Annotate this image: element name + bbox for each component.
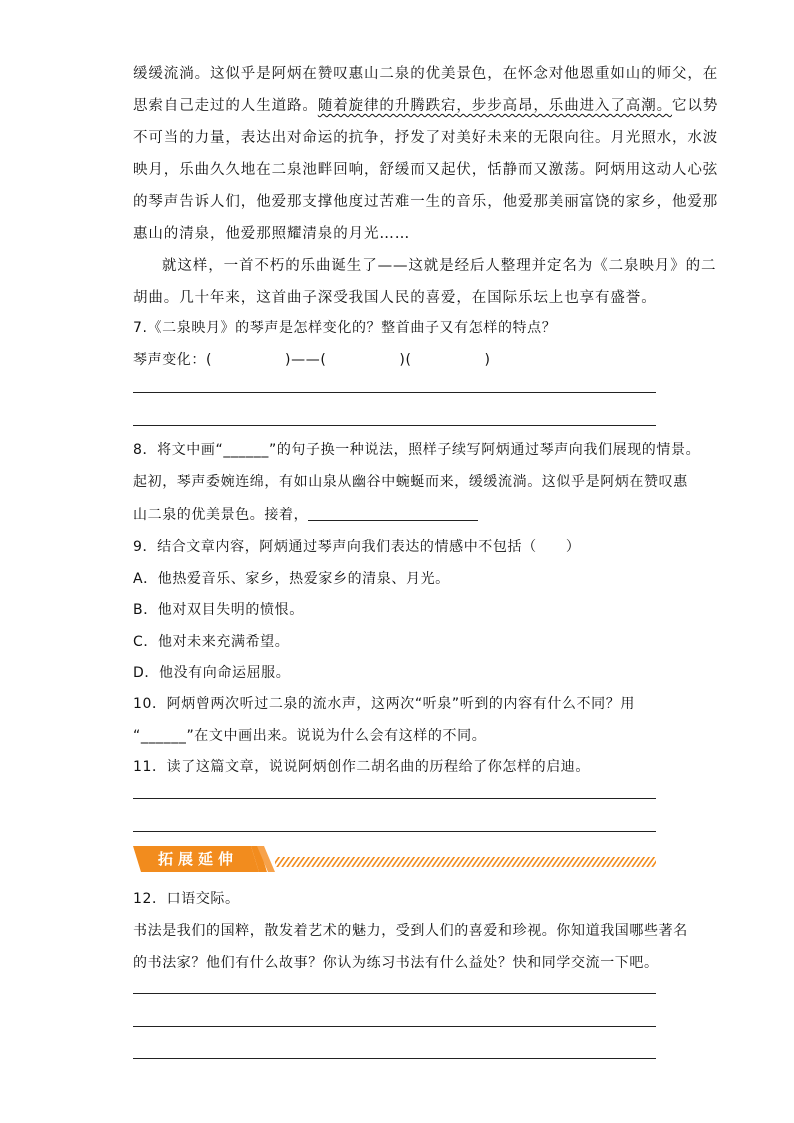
- q11-question: 11．读了这篇文章，说说阿炳创作二胡名曲的历程给了你怎样的启迪。: [133, 759, 591, 775]
- q7-answer-line-2[interactable]: [133, 425, 656, 426]
- passage-para2-line-1: 就这样，一首不朽的乐曲诞生了——这就是经后人整理并定名为《二泉映月》的二: [162, 258, 717, 274]
- passage-line-6: 惠山的清泉，他爱那照耀清泉的月光……: [133, 226, 411, 242]
- q9-option-c[interactable]: C．他对未来充满希望。: [133, 634, 290, 650]
- q12-title: 12．口语交际。: [133, 891, 240, 907]
- q11-answer-line-1[interactable]: [133, 798, 656, 799]
- q7-prompt: 琴声变化：( )——( )( ): [133, 352, 491, 368]
- q8-example: 起初，琴声委婉连绵，有如山泉从幽谷中蜿蜒而来，缓缓流淌。这似乎是阿炳在赞叹惠: [133, 474, 688, 490]
- passage-line-5: 的琴声告诉人们，他爱那支撑他度过苦难一生的音乐，他爱那美丽富饶的家乡，他爱那: [133, 194, 719, 210]
- passage-sentence-tail: 它以势: [672, 98, 719, 114]
- passage-sentence-climax: 随着旋律的升腾跌宕，步步高昂，乐曲进入了高潮。: [317, 98, 673, 114]
- q7-question: 7.《二泉映月》的琴声是怎样变化的？整首曲子又有怎样的特点？: [133, 320, 557, 336]
- q10-question-line-2: “______”在文中画出来。说说为什么会有这样的不同。: [133, 728, 487, 744]
- q10-question-line-1: 10．阿炳曾两次听过二泉的流水声，这两次“听泉”听到的内容有什么不同？用: [133, 696, 635, 712]
- q12-text-line-2: 的书法家？他们有什么故事？你认为练习书法有什么益处？快和同学交流一下吧。: [133, 955, 659, 971]
- q9-option-d[interactable]: D．他没有向命运屈服。: [133, 665, 291, 681]
- q12-answer-line-2[interactable]: [133, 1026, 656, 1027]
- q7-answer-line-1[interactable]: [133, 392, 656, 393]
- passage-line-2: [133, 96, 718, 116]
- q12-answer-line-3[interactable]: [133, 1058, 656, 1059]
- passage-line-3: 不可当的力量，表达出对命运的抗争，抒发了对美好未来的无限向往。月光照水，水波: [133, 130, 719, 146]
- q9-option-a[interactable]: A．他热爱音乐、家乡，热爱家乡的清泉、月光。: [133, 571, 450, 587]
- passage-line-1: 缓缓流淌。这似乎是阿炳在赞叹惠山二泉的优美景色，在怀念对他恩重如山的师父，在: [133, 66, 719, 82]
- section-banner-label: 拓展延伸: [157, 850, 238, 868]
- q12-answer-line-1[interactable]: [133, 993, 656, 994]
- q8-question: 8．将文中画“______”的句子换一种说法，照样子续写阿炳通过琴声向我们展现的情景。: [133, 442, 701, 458]
- passage-sentence-reflect: 思索自己走过的人生道路。: [133, 98, 318, 114]
- q8-answer-blank[interactable]: [308, 506, 478, 521]
- q12-text-line-1: 书法是我们的国粹，散发着艺术的魅力，受到人们的喜爱和珍视。你知道我国哪些著名: [133, 923, 688, 939]
- passage-para2-line-2: 胡曲。几十年来，这首曲子深受我国人民的喜爱，在国际乐坛上也享有盛誉。: [133, 290, 657, 306]
- q9-option-b[interactable]: B．他对双目失明的愤恨。: [133, 602, 304, 618]
- q9-question: 9．结合文章内容，阿炳通过琴声向我们表达的情感中不包括（ ）: [133, 539, 581, 555]
- section-banner: [133, 843, 656, 875]
- q11-answer-line-2[interactable]: [133, 831, 656, 832]
- q8-continue: [133, 505, 478, 525]
- passage-line-4: 映月，乐曲久久地在二泉池畔回响，舒缓而又起伏，恬静而又激荡。阿炳用这动人心弦: [133, 162, 719, 178]
- banner-stripe-band: [275, 857, 656, 867]
- q8-continue-label: 山二泉的优美景色。接着，: [133, 507, 309, 523]
